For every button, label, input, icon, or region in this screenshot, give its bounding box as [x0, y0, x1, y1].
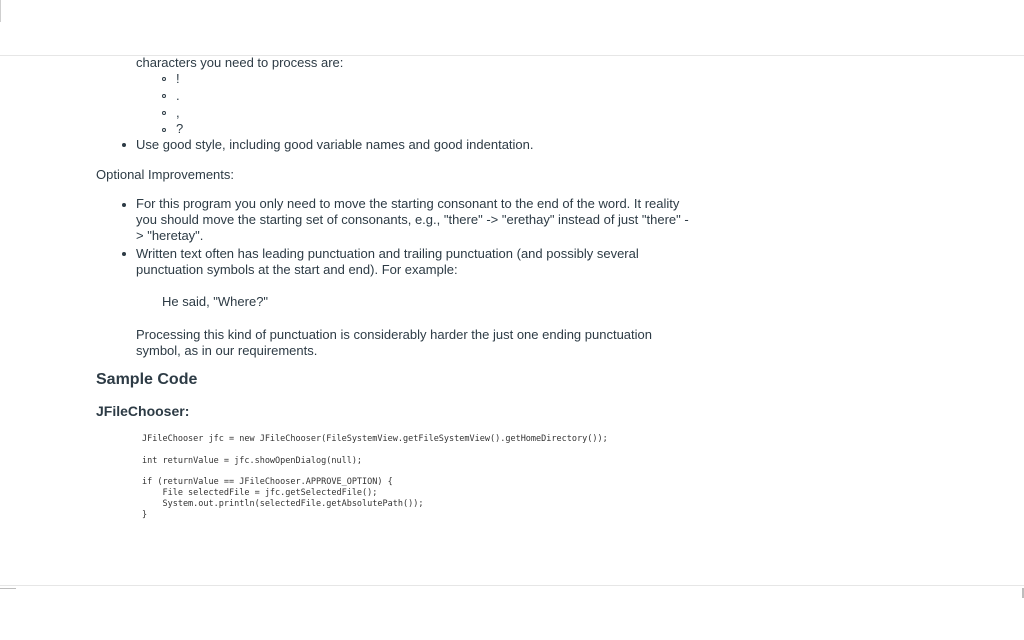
bullet-dot	[122, 143, 126, 147]
style-bullet-text: Use good style, including good variable names and good indentation.	[136, 137, 534, 152]
bullet2-line2: punctuation symbols at the start and end). For example:	[136, 262, 458, 277]
sub-bullet-circle	[162, 128, 166, 132]
bullet1-line2: you should move the starting set of consonants, e.g., "there" -> "erethay" instead of just "there" -	[136, 212, 689, 227]
bottom-bar	[0, 585, 1024, 640]
code-line: JFileChooser jfc = new JFileChooser(FileSystemView.getFileSystemView().getHomeDirectory());	[142, 434, 608, 444]
bullet1-line1: For this program you only need to move the starting consonant to the end of the word. It reality	[136, 196, 680, 211]
bottom-edge-left	[0, 588, 16, 589]
code-line: }	[142, 510, 148, 520]
sub-bullet-circle	[162, 94, 166, 98]
bullet1-line3: > "heretay".	[136, 228, 204, 243]
example-quote: He said, "Where?"	[162, 294, 269, 309]
list-intro: characters you need to process are:	[136, 55, 344, 70]
bullet-dot	[122, 252, 126, 256]
bullet-dot	[122, 203, 126, 207]
sub-bullet-circle	[162, 77, 166, 81]
code-line: if (returnValue == JFileChooser.APPROVE_OPTION) {	[142, 477, 393, 487]
symbol-item: ?	[176, 121, 184, 136]
sub-bullet-circle	[162, 111, 166, 115]
symbol-item: ,	[176, 105, 180, 120]
code-line: System.out.println(selectedFile.getAbsolutePath());	[142, 499, 424, 509]
bullet2-line1: Written text often has leading punctuation and trailing punctuation (and possibly several	[136, 246, 639, 261]
note-line2: symbol, as in our requirements.	[136, 343, 318, 358]
jfilechooser-heading: JFileChooser:	[96, 403, 190, 419]
symbol-item: !	[176, 71, 180, 86]
symbol-item: .	[176, 88, 180, 103]
code-line: int returnValue = jfc.showOpenDialog(null);	[142, 456, 363, 466]
optional-heading: Optional Improvements:	[96, 167, 235, 182]
note-line1: Processing this kind of punctuation is considerably harder the just one ending punctuation	[136, 327, 652, 342]
sample-code-heading: Sample Code	[96, 371, 198, 388]
code-line: File selectedFile = jfc.getSelectedFile();	[142, 488, 378, 498]
